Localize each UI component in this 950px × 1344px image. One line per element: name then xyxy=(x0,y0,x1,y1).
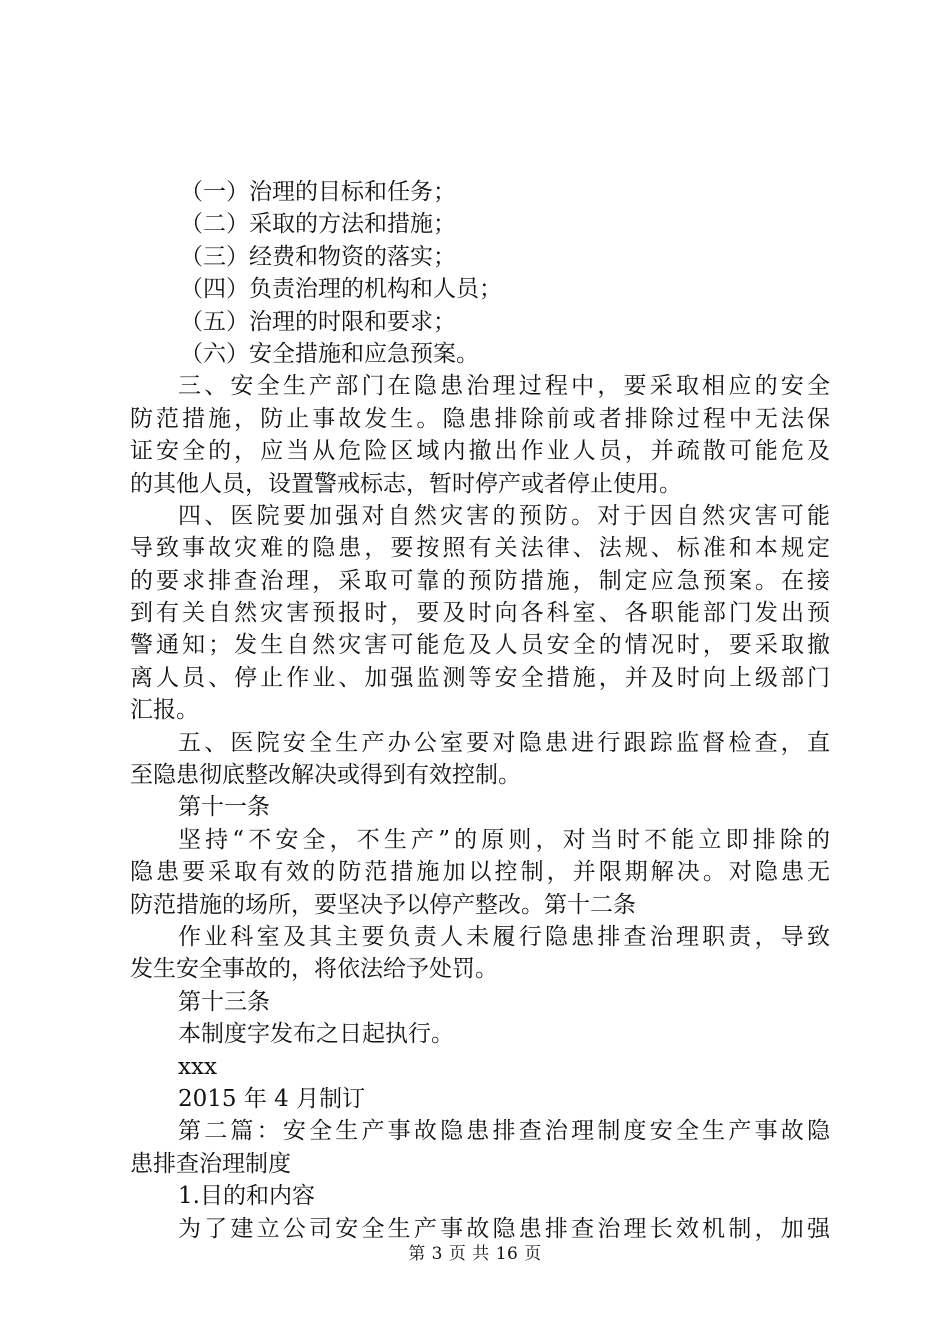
article-11-heading: 第十一条 xyxy=(178,794,270,821)
paragraph-5-line: 至隐患彻底整改解决或得到有效控制。 xyxy=(130,762,521,789)
paragraph-3-line: 三、安全生产部门在隐患治理过程中，要采取相应的安全 xyxy=(178,373,830,400)
signature-date: 2015 年 4 月制订 xyxy=(178,1085,366,1112)
list-item-2: （二）采取的方法和措施； xyxy=(180,211,456,238)
article-11-line: 隐患要采取有效的防范措施加以控制，并限期解决。对隐患无 xyxy=(130,859,830,886)
list-item-5: （五）治理的时限和要求； xyxy=(180,308,456,335)
list-item-4: （四）负责治理的机构和人员； xyxy=(180,276,502,303)
paragraph-3-line: 证安全的，应当从危险区域内撤出作业人员，并疏散可能危及 xyxy=(130,438,830,465)
paragraph-4-line: 警通知；发生自然灾害可能危及人员安全的情况时，要采取撤 xyxy=(130,632,830,659)
article-13-line: 本制度字发布之日起执行。 xyxy=(178,1021,454,1048)
signature-name: xxx xyxy=(178,1053,217,1080)
paragraph-4-line: 汇报。 xyxy=(130,697,199,724)
paragraph-4-line: 四、医院要加强对自然灾害的预防。对于因自然灾害可能 xyxy=(178,502,830,529)
paragraph-4-line: 离人员、停止作业、加强监测等安全措施，并及时向上级部门 xyxy=(130,664,830,691)
paragraph-3-line: 的其他人员，设置警戒标志，暂时停产或者停止使用。 xyxy=(130,470,682,497)
paragraph-4-line: 到有关自然灾害预报时，要及时向各科室、各职能部门发出预 xyxy=(130,600,830,627)
paragraph-3-line: 防范措施，防止事故发生。隐患排除前或者排除过程中无法保 xyxy=(130,405,830,432)
section-line: 为了建立公司安全生产事故隐患排查治理长效机制，加强 xyxy=(178,1215,830,1242)
paragraph-4-line: 的要求排查治理，采取可靠的预防措施，制定应急预案。在接 xyxy=(130,567,830,594)
paragraph-5-line: 五、医院安全生产办公室要对隐患进行跟踪监督检查，直 xyxy=(178,729,830,756)
list-item-1: （一）治理的目标和任务； xyxy=(180,179,456,205)
article-11-line: 坚持“不安全，不生产”的原则，对当时不能立即排除的 xyxy=(178,826,830,853)
part-two-title: 第二篇：安全生产事故隐患排查治理制度安全生产事故隐 xyxy=(178,1118,830,1145)
page-number: 第 3 页 共 16 页 xyxy=(408,1244,542,1264)
list-item-3: （三）经费和物资的落实； xyxy=(180,243,456,270)
part-two-title: 患排查治理制度 xyxy=(130,1150,291,1177)
document-body xyxy=(130,176,830,1245)
article-11-line: 防范措施的场所，要坚决予以停产整改。第十二条 xyxy=(130,891,636,918)
article-12-line: 作业科室及其主要负责人未履行隐患排查治理职责，导致 xyxy=(178,923,830,950)
paragraph-4-line: 导致事故灾难的隐患，要按照有关法律、法规、标准和本规定 xyxy=(130,535,830,562)
article-12-line: 发生安全事故的，将依法给予处罚。 xyxy=(130,956,498,983)
article-13-heading: 第十三条 xyxy=(178,988,270,1015)
section-heading: 1.目的和内容 xyxy=(178,1183,315,1210)
list-item-6: （六）安全措施和应急预案。 xyxy=(180,340,479,367)
